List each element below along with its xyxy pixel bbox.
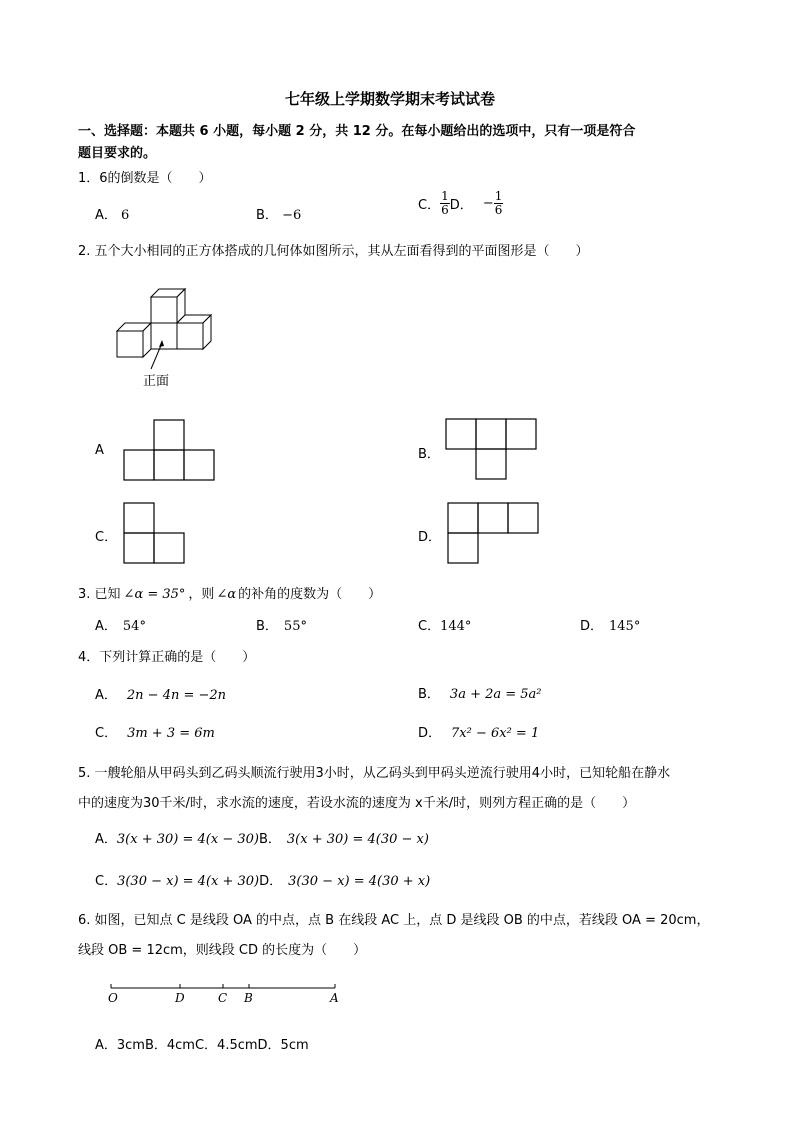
option-value: 2n − 4n = −2n bbox=[126, 688, 227, 703]
stem-text: 的补角的度数为（ ） bbox=[238, 587, 382, 602]
q6-stem-line1: 6. 如图，已知点 C 是线段 OA 的中点，点 B 在线段 AC 上，点 D 是线段 OB 的中点，若线段 OA = 20cm， bbox=[78, 913, 710, 928]
option-value: 3(x + 30) = 4(30 − x) bbox=[286, 832, 429, 847]
q2-option-c-label: C． bbox=[95, 530, 118, 545]
section-header: 一、选择题：本题共 6 小题，每小题 2 分，共 12 分。在每小题给出的选项中，只有一项是符合 bbox=[78, 124, 636, 139]
option-label: A． bbox=[95, 208, 117, 223]
option-value: 144° bbox=[440, 619, 472, 634]
option-label: D． bbox=[580, 619, 604, 634]
front-label: 正面 bbox=[143, 374, 170, 389]
option-label: A． bbox=[95, 688, 117, 703]
option-label: C． bbox=[418, 619, 441, 634]
option-label: B． bbox=[256, 619, 278, 634]
q6-stem-line2: 线段 OB = 12cm，则线段 CD 的长度为（ ） bbox=[78, 943, 367, 958]
q6-options: A．3cmB．4cmC．4.5cmD．5cm bbox=[95, 1038, 309, 1053]
q3-option-a bbox=[95, 615, 146, 634]
option-label: C． bbox=[95, 874, 118, 889]
q2-stem: 2. 五个大小相同的正方体搭成的几何体如图所示，其从左面看得到的平面图形是（ ） bbox=[78, 244, 589, 259]
q4-option-d bbox=[418, 722, 539, 741]
q5-stem-line2: 中的速度为30千米/时，求水流的速度，若设水流的速度为 x千米/时，则列方程正确的是（ ） bbox=[78, 796, 636, 811]
option-label: D． bbox=[259, 874, 283, 889]
option-label: C． bbox=[95, 726, 118, 741]
point-label-d: D bbox=[175, 991, 185, 1005]
q4-option-b bbox=[418, 683, 542, 702]
cube-figure bbox=[115, 285, 215, 365]
q2-option-d-shape bbox=[448, 503, 540, 563]
option-value: −6 bbox=[282, 208, 302, 223]
stem-text: ，则 bbox=[188, 587, 215, 602]
q2-option-b-shape bbox=[446, 419, 538, 479]
option-value: 3(x + 30) = 4(x − 30) bbox=[116, 832, 259, 847]
math-expr: ∠α bbox=[216, 587, 237, 602]
option-label: D． bbox=[449, 198, 473, 213]
point-label-c: C bbox=[218, 991, 228, 1005]
math-expr: ∠α = 35° bbox=[123, 587, 186, 602]
option-value: 145° bbox=[609, 619, 641, 634]
q2-option-c-shape bbox=[124, 503, 186, 563]
point-label-o: O bbox=[108, 991, 118, 1005]
option-label: B． bbox=[258, 832, 281, 847]
section-header-cont: 题目要求的。 bbox=[78, 146, 157, 161]
q1-stem: 1．6的倒数是（ ） bbox=[78, 171, 212, 186]
point-label-a: A bbox=[330, 991, 339, 1005]
q3-option-b bbox=[256, 615, 307, 634]
q2-option-a-label: A bbox=[95, 443, 104, 458]
stem-text: 3. 已知 bbox=[78, 587, 121, 602]
option-value: 3m + 3 = 6m bbox=[127, 726, 215, 741]
q5-option-c-d bbox=[95, 870, 430, 889]
option-label: A． bbox=[95, 832, 117, 847]
fraction: $\frac{1}{6}$ bbox=[441, 189, 449, 217]
q2-option-b-label: B． bbox=[418, 447, 440, 462]
minus-sign: − bbox=[482, 196, 494, 211]
option-value: 3a + 2a = 5a² bbox=[449, 687, 542, 702]
point-label-b: B bbox=[244, 991, 253, 1005]
segment-figure bbox=[105, 980, 345, 1010]
option-label: B． bbox=[256, 208, 278, 223]
q3-option-c bbox=[418, 615, 471, 634]
option-label: B． bbox=[418, 687, 440, 702]
q5-option-a-b bbox=[95, 828, 429, 847]
q4-option-c bbox=[95, 722, 215, 741]
option-label: A． bbox=[95, 619, 117, 634]
option-value: 6 bbox=[121, 208, 130, 223]
q1-option-b bbox=[256, 204, 301, 223]
q3-option-d bbox=[580, 615, 640, 634]
page-title: 七年级上学期数学期末考试试卷 bbox=[285, 90, 496, 108]
q1-option-c-d bbox=[418, 190, 503, 217]
q4-option-a bbox=[95, 684, 226, 703]
q3-stem bbox=[78, 583, 381, 602]
option-value: 7x² − 6x² = 1 bbox=[451, 726, 540, 741]
option-label: C． bbox=[418, 198, 441, 213]
q4-stem: 4．下列计算正确的是（ ） bbox=[78, 650, 256, 665]
option-value: 55° bbox=[283, 619, 307, 634]
option-label: D． bbox=[418, 726, 442, 741]
option-value: 3(30 − x) = 4(30 + x) bbox=[288, 874, 431, 889]
q1-option-a bbox=[95, 204, 129, 223]
option-value: 54° bbox=[122, 619, 146, 634]
fraction: $\frac{1}{6}$ bbox=[494, 189, 503, 217]
q2-option-d-label: D． bbox=[418, 530, 442, 545]
q5-stem-line1: 5. 一艘轮船从甲码头到乙码头顺流行驶用3小时，从乙码头到甲码头逆流行驶用4小时，已知轮船在静水 bbox=[78, 766, 671, 781]
q2-option-a-shape bbox=[124, 420, 216, 480]
option-value: 3(30 − x) = 4(x + 30) bbox=[117, 874, 260, 889]
